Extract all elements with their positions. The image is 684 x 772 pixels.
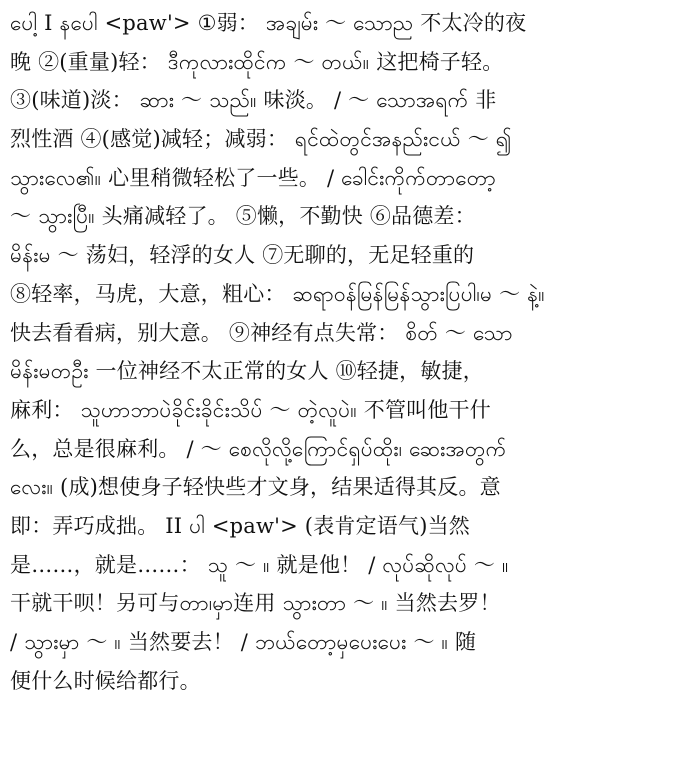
- entry-line-5: သွားလေ၏။ 心里稍微轻松了一些。 / ခေါင်းကိုက်တာတော့: [10, 165, 496, 190]
- entry-line-18: 便什么时候给都行。: [10, 668, 201, 693]
- entry-line-2: 晚 ②(重量)轻： ဒီကုလားထိုင်က ～ တယ်။ 这把椅子轻。: [10, 49, 504, 74]
- entry-line-15: 是……，就是……： သူ ～ ။ 就是他！ / လုပ်ဆိုလုပ် ～ ။: [10, 552, 509, 577]
- entry-line-11: 麻利： သူဟာဘာပဲခိုင်းခိုင်းသိပ် ～ တဲ့လူပဲ။ 不管叫他干什: [10, 397, 491, 422]
- entry-line-9: 快去看看病，别大意。 ⑨神经有点失常： စိတ် ～ သော: [10, 320, 513, 345]
- entry-line-10: မိန်းမတဦး 一位神经不太正常的女人 ⑩轻捷，敏捷，: [10, 359, 484, 384]
- entry-line-17: / သွားမှာ ～ ။ 当然要去！ / ဘယ်တော့မှပေးပေး ～ ။ 随: [10, 630, 477, 654]
- entry-line-6: ～ သွားပြီ။ 头痛减轻了。 ⑤懒，不勤快 ⑥品德差：: [10, 204, 476, 229]
- dictionary-entry-paw: [10, 4, 672, 700]
- entry-line-14: 即：弄巧成拙。 II ပါ <paw'> (表肯定语气)当然: [10, 513, 470, 538]
- entry-line-13: လေး။ (成)想使身子轻快些才文身，结果适得其反。意: [10, 475, 501, 500]
- entry-line-16: 干就干呗！另可与တာ၊မှာ连用 သွားတာ ～ ။ 当然去罗！: [10, 591, 501, 616]
- entry-line-12: 么，总是很麻利。 / ～ စေလိုလို့ကြောင်ရှပ်ထိုး၊ ဆေးအတွက်: [10, 436, 507, 461]
- entry-line-4: 烈性酒 ④(感觉)减轻；减弱： ရင်ထဲတွင်အနည်းငယ် ～ ၍: [10, 127, 512, 152]
- entry-line-1: ပေါ့ I နပေါ <paw'> ①弱： အချမ်း ～ သောည 不太冷的夜: [10, 11, 527, 35]
- entry-line-7: မိန်းမ ～ 荡妇，轻浮的女人 ⑦无聊的，无足轻重的: [10, 243, 475, 268]
- entry-line-3: ③(味道)淡： ဆား ～ သည်။ 味淡。 / ～ သောအရက် 非: [10, 88, 497, 113]
- entry-line-8: ⑧轻率，马虎，大意，粗心： ဆရာဝန်မြန်မြန်သွားပြပါ၊မ ～ နဲ့။: [10, 281, 545, 306]
